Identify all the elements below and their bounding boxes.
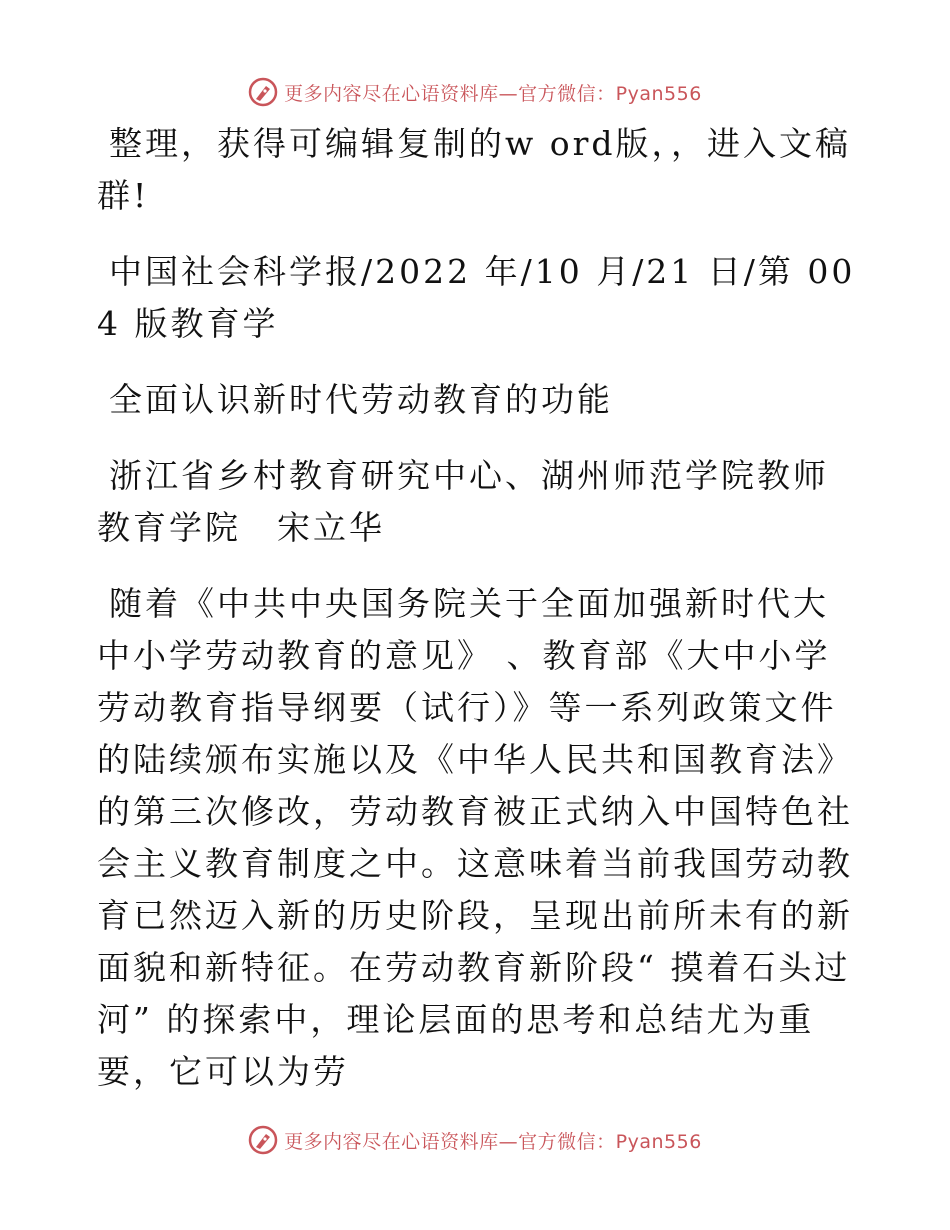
document-body [97,118,857,1120]
body-paragraph: 随着《中共中央国务院关于全面加强新时代大中小学劳动教育的意见》 、教育部《大中小学劳动教育指导纲要（试行）》等一系列政策文件的陆续颁布实施以及《中华人民共和国教育法》的第三次修改，劳动教育被正式纳入中国特色社会主义教育制度之中。这意味着当前我国劳动教育已然迈入新的历史阶段，呈现出前所未有的新面貌和新特征。在劳动教育新阶段“ 摸着石头过河” 的探索中，理论层面的思考和总结尤为重要，它可以为劳 [97,584,853,1091]
intro-note: 整理，获得可编辑复制的w ord版，，进入文稿群! [97,124,852,215]
pen-nib-logo-icon [248,1125,278,1155]
source-citation: 中国社会科学报/2022 年/10 月/21 日/第 004 版教育学 [97,252,856,343]
watermark-text: 更多内容尽在心语资料库—官方微信：Pyan556 [284,1130,702,1153]
author-affiliation: 浙江省乡村教育研究中心、湖州师范学院教师教育学院 宋立华 [97,456,829,547]
watermark-text: 更多内容尽在心语资料库—官方微信：Pyan556 [284,82,702,105]
article-title: 全面认识新时代劳动教育的功能 [109,380,613,419]
watermark-footer [0,1120,950,1160]
watermark-header [0,72,950,112]
pen-nib-logo-icon [248,77,278,107]
